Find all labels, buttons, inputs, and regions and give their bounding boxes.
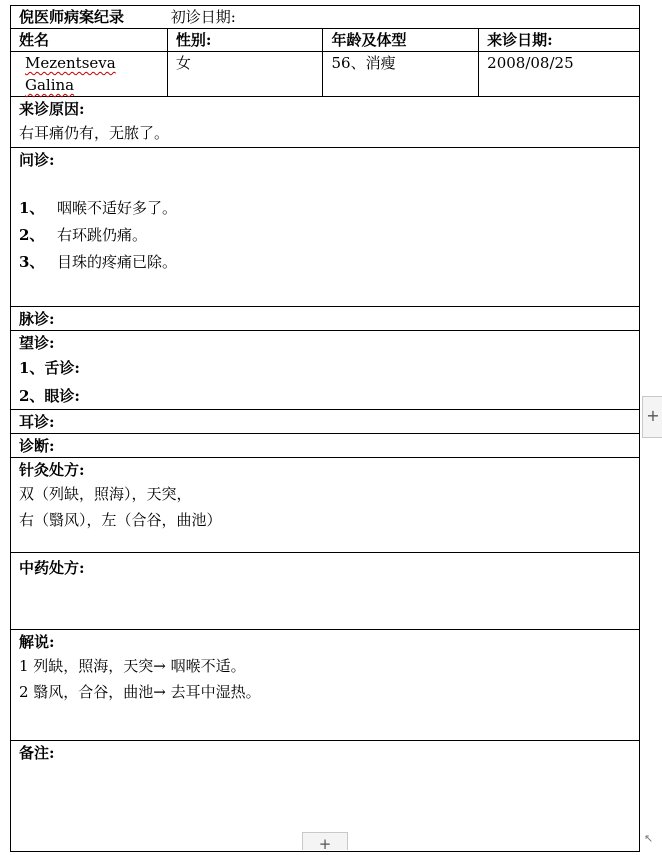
col-date-header: 来诊日期: [479,29,640,52]
reason-text: 右耳痛仍有，无脓了。 [19,124,170,142]
first-visit-label: 初诊日期: [170,8,236,26]
acupuncture-line: 右（翳风），左（合谷，曲池） [19,511,222,529]
inquiry-section[interactable] [11,148,640,307]
inquiry-item-num: 3、 [19,253,45,271]
pulse-title: 脉诊: [19,310,55,328]
acupuncture-title: 针灸处方: [19,461,85,479]
patient-name-cell[interactable] [11,52,168,97]
inquiry-item-num: 2、 [19,226,45,244]
notes-title: 备注: [19,744,55,762]
patient-gender[interactable]: 女 [167,52,323,97]
explanation-line: 1 列缺，照海，天突→ 咽喉不适。 [19,657,246,675]
explanation-line: 2 翳风，合谷，曲池→ 去耳中湿热。 [19,683,261,701]
inquiry-title: 问诊: [19,151,55,169]
resize-handle-icon[interactable]: ↖ [644,832,654,845]
ear-title: 耳诊: [19,413,55,431]
reason-section[interactable] [11,97,640,148]
herbal-title: 中药处方: [19,559,85,577]
patient-age-type[interactable]: 56、消瘦 [323,52,479,97]
record-title: 倪医师病案纪录 [19,8,125,26]
acupuncture-section[interactable] [11,458,640,553]
acupuncture-line: 双（列缺，照海），天突， [19,485,192,503]
explanation-section[interactable] [11,630,640,741]
col-gender-header: 性别: [167,29,323,52]
inquiry-item [19,249,631,276]
inquiry-item-text: 目珠的疼痛已除。 [57,253,178,271]
inspection-section[interactable] [11,331,640,410]
add-row-button[interactable]: + [302,832,348,850]
patient-name: Mezentseva Galina [25,54,116,94]
header-row [11,6,640,29]
reason-title: 来诊原因: [19,100,85,118]
col-name-header: 姓名 [11,29,168,52]
eye-diagnosis-label: 2、眼诊: [19,387,80,405]
case-record-table [10,5,640,852]
diagnosis-title: 诊断: [19,437,55,455]
herbal-section[interactable] [11,553,640,630]
inquiry-item [19,222,631,249]
inquiry-item-num: 1、 [19,199,45,217]
inquiry-item [19,195,631,222]
add-column-button[interactable]: + [642,396,662,438]
col-age-header: 年龄及体型 [323,29,479,52]
explanation-title: 解说: [19,633,55,651]
inspection-title: 望诊: [19,334,55,352]
tongue-diagnosis-label: 1、舌诊: [19,359,80,377]
inquiry-item-text: 右环跳仍痛。 [57,226,148,244]
ear-section[interactable] [11,410,640,434]
patient-visit-date[interactable]: 2008/08/25 [479,52,640,97]
pulse-section[interactable] [11,307,640,331]
inquiry-item-text: 咽喉不适好多了。 [57,199,178,217]
diagnosis-section[interactable] [11,434,640,458]
